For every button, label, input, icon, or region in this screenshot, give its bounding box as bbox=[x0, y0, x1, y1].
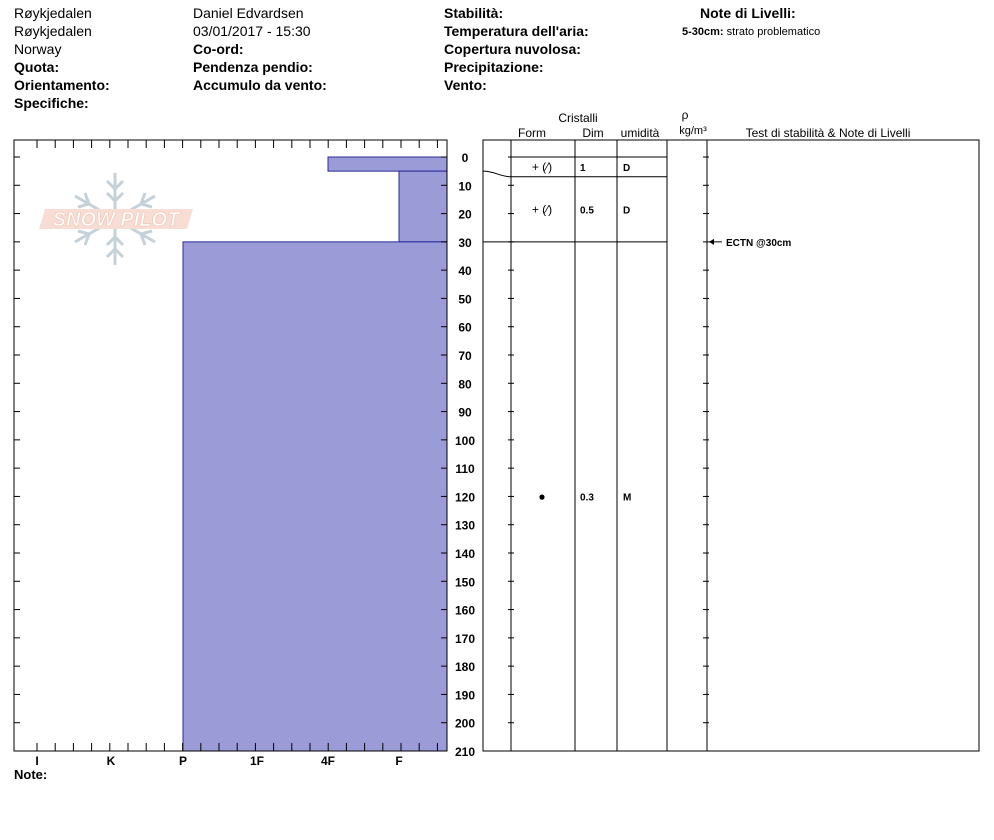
location-name: Røykjedalen bbox=[14, 5, 92, 21]
depth-label: 170 bbox=[454, 631, 476, 646]
stability-label: Stabilità: bbox=[444, 5, 504, 21]
layer-dim-2: 0.3 bbox=[580, 492, 594, 504]
depth-label: 120 bbox=[454, 490, 476, 505]
precipitation-label: Precipitazione: bbox=[444, 59, 544, 75]
depth-label: 90 bbox=[458, 405, 472, 420]
location-region: Røykjedalen bbox=[14, 23, 92, 39]
location-country: Norway bbox=[14, 41, 62, 57]
depth-label: 70 bbox=[458, 349, 472, 363]
depth-label: 60 bbox=[458, 320, 472, 335]
layer-note-text: strato problematico bbox=[726, 26, 821, 38]
depth-label: 150 bbox=[454, 575, 476, 590]
snowpilot-logo bbox=[39, 173, 193, 265]
hardness-label-1F: 1F bbox=[249, 754, 265, 768]
moisture-header: umidità bbox=[620, 126, 660, 140]
hardness-label-F: F bbox=[395, 754, 403, 768]
stability-test-marks bbox=[709, 238, 791, 249]
depth-label: 190 bbox=[454, 688, 476, 703]
depth-label: 40 bbox=[458, 264, 472, 279]
depth-label: 100 bbox=[454, 433, 476, 448]
depth-axis-labels bbox=[455, 151, 475, 759]
layer-dim-0: 1 bbox=[580, 162, 586, 174]
cloud-cover-label: Copertura nuvolosa: bbox=[444, 41, 581, 57]
depth-label: 20 bbox=[458, 207, 472, 222]
crystals-header: Cristalli bbox=[558, 111, 598, 125]
layer-form-0: + (⁄) bbox=[531, 159, 553, 174]
layer-moisture-0: D bbox=[623, 162, 631, 174]
aspect-label: Orientamento: bbox=[14, 77, 110, 93]
air-temperature-label: Temperatura dell'aria: bbox=[444, 23, 589, 39]
depth-label: 160 bbox=[454, 603, 476, 618]
depth-label: 10 bbox=[458, 179, 472, 194]
hardness-label-K: K bbox=[106, 754, 116, 768]
table-depth-ticks bbox=[508, 157, 709, 751]
hardness-label-I: I bbox=[35, 754, 39, 768]
depth-label: 200 bbox=[454, 716, 476, 731]
layer-notes-title: Note di Livelli: bbox=[700, 5, 796, 21]
observation-datetime: 03/01/2017 - 15:30 bbox=[193, 23, 311, 39]
hardness-profile bbox=[183, 157, 447, 751]
density-unit-header: kg/m³ bbox=[679, 125, 707, 137]
depth-label: 50 bbox=[458, 292, 472, 307]
note-label: Note: bbox=[14, 767, 48, 782]
coord-label: Co-ord: bbox=[193, 41, 244, 57]
depth-label: 210 bbox=[454, 745, 476, 759]
layer-table-frame bbox=[483, 140, 979, 751]
depth-label: 180 bbox=[454, 660, 476, 675]
form-header: Form bbox=[518, 126, 546, 140]
depth-label: 80 bbox=[458, 377, 472, 392]
specifics-label: Specifiche: bbox=[14, 95, 89, 111]
depth-label: 0 bbox=[461, 151, 469, 165]
hardness-axis-labels bbox=[35, 754, 402, 768]
layer-form-2: ● bbox=[538, 489, 546, 504]
layer-moisture-2: M bbox=[623, 492, 632, 504]
layer-form-1: + (⁄) bbox=[531, 202, 553, 217]
test-arrowhead-0 bbox=[709, 239, 714, 245]
snowpilot-logo-text: SNOW PILOT bbox=[52, 209, 180, 231]
depth-label: 140 bbox=[454, 547, 476, 561]
layer-dim-1: 0.5 bbox=[580, 205, 594, 217]
layer-note-range: 5-30cm: bbox=[682, 26, 724, 38]
depth-label: 30 bbox=[458, 235, 472, 250]
depth-label: 130 bbox=[454, 518, 476, 533]
tests-header: Test di stabilità & Note di Livelli bbox=[745, 126, 911, 140]
wind-loading-label: Accumulo da vento: bbox=[193, 77, 327, 93]
depth-label: 110 bbox=[455, 462, 475, 477]
elevation-label: Quota: bbox=[14, 59, 60, 75]
hardness-label-P: P bbox=[178, 754, 188, 768]
density-rho-header: ρ bbox=[681, 108, 689, 122]
observer-name: Daniel Edvardsen bbox=[193, 5, 304, 21]
dim-header: Dim bbox=[582, 126, 604, 140]
hardness-label-4F: 4F bbox=[320, 754, 336, 768]
slope-label: Pendenza pendio: bbox=[193, 59, 313, 75]
test-label-0: ECTN @30cm bbox=[726, 237, 792, 249]
hardness-bar-1 bbox=[399, 171, 447, 242]
wind-label: Vento: bbox=[444, 77, 487, 93]
layer-connector bbox=[483, 171, 511, 177]
hardness-bar-0 bbox=[328, 157, 447, 171]
layer-moisture-1: D bbox=[623, 205, 631, 217]
hardness-bar-2 bbox=[183, 242, 447, 751]
